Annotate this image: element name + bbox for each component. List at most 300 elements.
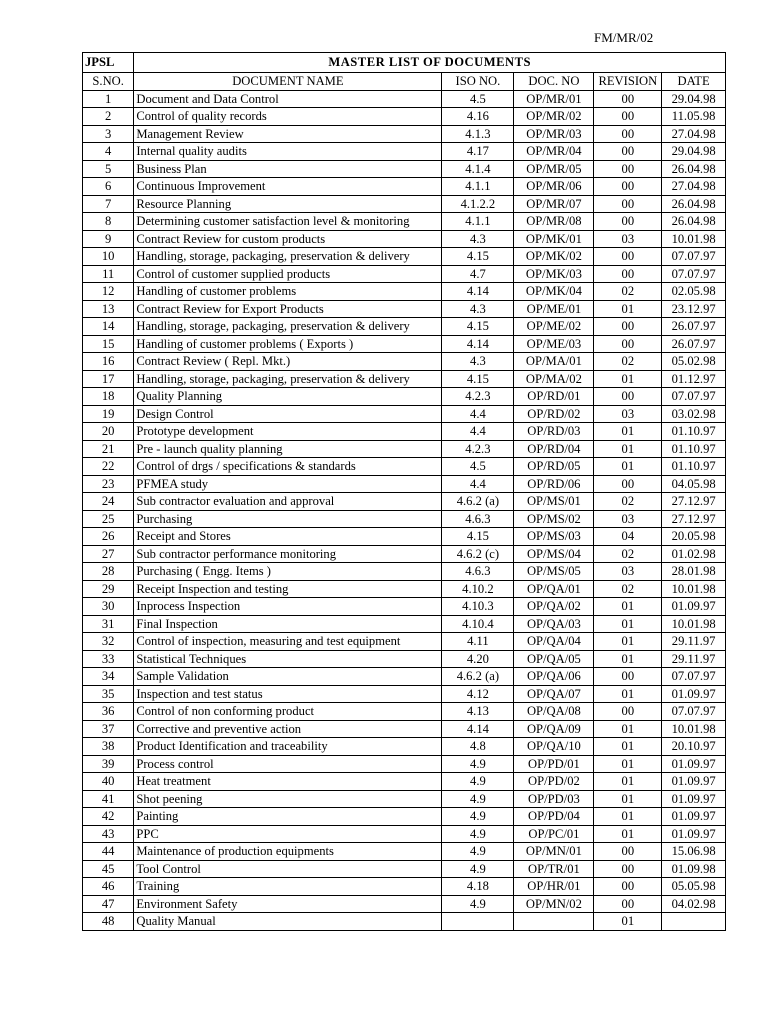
doc-no-cell: OP/MS/02 <box>514 510 594 528</box>
sno-cell: 2 <box>83 108 134 126</box>
iso-no-cell: 4.6.3 <box>442 510 514 528</box>
sno-cell: 32 <box>83 633 134 651</box>
doc-no-cell: OP/QA/01 <box>514 580 594 598</box>
iso-no-cell: 4.13 <box>442 703 514 721</box>
document-name-cell: Maintenance of production equipments <box>134 843 442 861</box>
sno-cell: 35 <box>83 685 134 703</box>
document-name-cell: Resource Planning <box>134 195 442 213</box>
date-cell: 01.09.97 <box>662 790 726 808</box>
revision-cell: 00 <box>594 860 662 878</box>
iso-no-cell: 4.14 <box>442 720 514 738</box>
doc-no-cell: OP/MK/04 <box>514 283 594 301</box>
iso-no-cell: 4.3 <box>442 230 514 248</box>
sno-cell: 4 <box>83 143 134 161</box>
date-cell: 10.01.98 <box>662 230 726 248</box>
revision-cell: 01 <box>594 773 662 791</box>
document-title: MASTER LIST OF DOCUMENTS <box>134 53 726 73</box>
date-cell: 01.10.97 <box>662 440 726 458</box>
doc-no-cell: OP/MK/02 <box>514 248 594 266</box>
sno-cell: 23 <box>83 475 134 493</box>
sno-cell: 45 <box>83 860 134 878</box>
sno-cell: 36 <box>83 703 134 721</box>
revision-cell: 02 <box>594 283 662 301</box>
sno-cell: 28 <box>83 563 134 581</box>
sno-cell: 26 <box>83 528 134 546</box>
iso-no-cell: 4.9 <box>442 825 514 843</box>
revision-cell: 00 <box>594 248 662 266</box>
iso-no-cell: 4.9 <box>442 860 514 878</box>
doc-no-cell: OP/MR/07 <box>514 195 594 213</box>
table-row <box>83 685 726 703</box>
iso-no-cell: 4.1.3 <box>442 125 514 143</box>
iso-no-cell: 4.12 <box>442 685 514 703</box>
doc-no-cell: OP/MA/02 <box>514 370 594 388</box>
table-row <box>83 825 726 843</box>
doc-no-cell: OP/ME/03 <box>514 335 594 353</box>
iso-no-cell: 4.18 <box>442 878 514 896</box>
date-cell: 26.07.97 <box>662 335 726 353</box>
document-name-cell: Receipt and Stores <box>134 528 442 546</box>
iso-no-cell: 4.6.3 <box>442 563 514 581</box>
date-cell: 01.10.97 <box>662 423 726 441</box>
document-name-cell: Heat treatment <box>134 773 442 791</box>
doc-no-cell: OP/MS/01 <box>514 493 594 511</box>
iso-no-cell: 4.1.1 <box>442 213 514 231</box>
date-cell: 29.11.97 <box>662 650 726 668</box>
iso-no-cell: 4.16 <box>442 108 514 126</box>
sno-cell: 41 <box>83 790 134 808</box>
revision-cell: 01 <box>594 738 662 756</box>
date-cell: 29.04.98 <box>662 90 726 108</box>
column-header-document-name: DOCUMENT NAME <box>134 73 442 91</box>
doc-no-cell: OP/MN/01 <box>514 843 594 861</box>
document-name-cell: Control of non conforming product <box>134 703 442 721</box>
iso-no-cell: 4.5 <box>442 458 514 476</box>
iso-no-cell: 4.9 <box>442 843 514 861</box>
revision-cell: 02 <box>594 353 662 371</box>
iso-no-cell: 4.10.2 <box>442 580 514 598</box>
doc-no-cell: OP/RD/01 <box>514 388 594 406</box>
table-row <box>83 510 726 528</box>
table-row <box>83 423 726 441</box>
table-row <box>83 283 726 301</box>
master-document-table <box>82 52 726 931</box>
revision-cell: 01 <box>594 720 662 738</box>
revision-cell: 00 <box>594 213 662 231</box>
sno-cell: 16 <box>83 353 134 371</box>
revision-cell: 03 <box>594 230 662 248</box>
doc-no-cell: OP/MS/05 <box>514 563 594 581</box>
document-name-cell: Shot peening <box>134 790 442 808</box>
iso-no-cell: 4.4 <box>442 405 514 423</box>
table-row <box>83 335 726 353</box>
table-row <box>83 143 726 161</box>
column-header-iso-no: ISO NO. <box>442 73 514 91</box>
iso-no-cell: 4.20 <box>442 650 514 668</box>
iso-no-cell: 4.15 <box>442 248 514 266</box>
table-row <box>83 353 726 371</box>
table-row <box>83 388 726 406</box>
table-row <box>83 318 726 336</box>
sno-cell: 11 <box>83 265 134 283</box>
iso-no-cell: 4.1.4 <box>442 160 514 178</box>
sno-cell: 44 <box>83 843 134 861</box>
column-header-sno: S.NO. <box>83 73 134 91</box>
doc-no-cell: OP/PD/03 <box>514 790 594 808</box>
sno-cell: 48 <box>83 913 134 931</box>
date-cell: 01.09.97 <box>662 755 726 773</box>
title-row <box>83 53 726 73</box>
revision-cell: 02 <box>594 580 662 598</box>
iso-no-cell: 4.15 <box>442 528 514 546</box>
revision-cell: 01 <box>594 633 662 651</box>
table-row <box>83 598 726 616</box>
table-row <box>83 895 726 913</box>
revision-cell: 01 <box>594 755 662 773</box>
doc-no-cell: OP/MK/01 <box>514 230 594 248</box>
date-cell: 26.04.98 <box>662 160 726 178</box>
iso-no-cell: 4.9 <box>442 808 514 826</box>
table-row <box>83 370 726 388</box>
document-name-cell: Continuous Improvement <box>134 178 442 196</box>
form-number: FM/MR/02 <box>594 30 654 45</box>
revision-cell: 00 <box>594 335 662 353</box>
document-name-cell: Control of inspection, measuring and test equipment <box>134 633 442 651</box>
table-row <box>83 248 726 266</box>
revision-cell: 01 <box>594 440 662 458</box>
date-cell <box>662 913 726 931</box>
date-cell: 10.01.98 <box>662 580 726 598</box>
table-row <box>83 738 726 756</box>
date-cell: 29.04.98 <box>662 143 726 161</box>
table-row <box>83 720 726 738</box>
revision-cell: 01 <box>594 685 662 703</box>
revision-cell: 00 <box>594 108 662 126</box>
sno-cell: 31 <box>83 615 134 633</box>
sno-cell: 1 <box>83 90 134 108</box>
table-row <box>83 633 726 651</box>
doc-no-cell: OP/QA/02 <box>514 598 594 616</box>
doc-no-cell: OP/QA/05 <box>514 650 594 668</box>
document-name-cell: Internal quality audits <box>134 143 442 161</box>
sno-cell: 9 <box>83 230 134 248</box>
table-row <box>83 108 726 126</box>
table-row <box>83 860 726 878</box>
date-cell: 01.10.97 <box>662 458 726 476</box>
iso-no-cell: 4.11 <box>442 633 514 651</box>
iso-no-cell: 4.3 <box>442 353 514 371</box>
doc-no-cell: OP/MR/04 <box>514 143 594 161</box>
revision-cell: 00 <box>594 178 662 196</box>
table-row <box>83 195 726 213</box>
date-cell: 01.12.97 <box>662 370 726 388</box>
document-name-cell: Control of drgs / specifications & standards <box>134 458 442 476</box>
doc-no-cell: OP/MR/01 <box>514 90 594 108</box>
revision-cell: 01 <box>594 808 662 826</box>
table-row <box>83 580 726 598</box>
date-cell: 07.07.97 <box>662 265 726 283</box>
sno-cell: 13 <box>83 300 134 318</box>
iso-no-cell: 4.5 <box>442 90 514 108</box>
date-cell: 07.07.97 <box>662 703 726 721</box>
iso-no-cell: 4.9 <box>442 773 514 791</box>
date-cell: 01.09.97 <box>662 773 726 791</box>
sno-cell: 34 <box>83 668 134 686</box>
iso-no-cell: 4.9 <box>442 895 514 913</box>
iso-no-cell: 4.2.3 <box>442 388 514 406</box>
document-name-cell: Design Control <box>134 405 442 423</box>
date-cell: 03.02.98 <box>662 405 726 423</box>
sno-cell: 27 <box>83 545 134 563</box>
table-row <box>83 125 726 143</box>
revision-cell: 04 <box>594 528 662 546</box>
revision-cell: 00 <box>594 125 662 143</box>
document-name-cell: Final Inspection <box>134 615 442 633</box>
doc-no-cell: OP/PC/01 <box>514 825 594 843</box>
sno-cell: 17 <box>83 370 134 388</box>
doc-no-cell: OP/RD/02 <box>514 405 594 423</box>
document-name-cell: Handling of customer problems <box>134 283 442 301</box>
document-name-cell: Document and Data Control <box>134 90 442 108</box>
revision-cell: 02 <box>594 545 662 563</box>
iso-no-cell: 4.1.1 <box>442 178 514 196</box>
iso-no-cell: 4.4 <box>442 423 514 441</box>
doc-no-cell: OP/QA/03 <box>514 615 594 633</box>
sno-cell: 38 <box>83 738 134 756</box>
document-name-cell: Inprocess Inspection <box>134 598 442 616</box>
revision-cell: 01 <box>594 790 662 808</box>
sno-cell: 39 <box>83 755 134 773</box>
doc-no-cell: OP/MR/02 <box>514 108 594 126</box>
sno-cell: 42 <box>83 808 134 826</box>
revision-cell: 00 <box>594 143 662 161</box>
revision-cell: 00 <box>594 318 662 336</box>
document-name-cell: Contract Review for custom products <box>134 230 442 248</box>
sno-cell: 7 <box>83 195 134 213</box>
sno-cell: 25 <box>83 510 134 528</box>
date-cell: 01.09.97 <box>662 825 726 843</box>
date-cell: 01.09.97 <box>662 808 726 826</box>
document-name-cell: Handling, storage, packaging, preservation & delivery <box>134 248 442 266</box>
doc-no-cell: OP/MN/02 <box>514 895 594 913</box>
revision-cell: 00 <box>594 195 662 213</box>
iso-no-cell: 4.6.2 (a) <box>442 493 514 511</box>
document-name-cell: Purchasing ( Engg. Items ) <box>134 563 442 581</box>
document-name-cell: Management Review <box>134 125 442 143</box>
document-name-cell: Inspection and test status <box>134 685 442 703</box>
revision-cell: 00 <box>594 90 662 108</box>
date-cell: 27.04.98 <box>662 125 726 143</box>
document-name-cell: PFMEA study <box>134 475 442 493</box>
iso-no-cell: 4.10.3 <box>442 598 514 616</box>
document-name-cell: Handling of customer problems ( Exports ) <box>134 335 442 353</box>
iso-no-cell: 4.7 <box>442 265 514 283</box>
document-name-cell: Tool Control <box>134 860 442 878</box>
revision-cell: 00 <box>594 265 662 283</box>
doc-no-cell: OP/QA/10 <box>514 738 594 756</box>
revision-cell: 02 <box>594 493 662 511</box>
table-row <box>83 528 726 546</box>
revision-cell: 01 <box>594 598 662 616</box>
iso-no-cell: 4.3 <box>442 300 514 318</box>
document-name-cell: Purchasing <box>134 510 442 528</box>
date-cell: 28.01.98 <box>662 563 726 581</box>
doc-no-cell: OP/MA/01 <box>514 353 594 371</box>
revision-cell: 00 <box>594 668 662 686</box>
date-cell: 11.05.98 <box>662 108 726 126</box>
date-cell: 10.01.98 <box>662 615 726 633</box>
doc-no-cell: OP/MR/08 <box>514 213 594 231</box>
iso-no-cell: 4.17 <box>442 143 514 161</box>
date-cell: 20.10.97 <box>662 738 726 756</box>
document-name-cell: Prototype development <box>134 423 442 441</box>
document-name-cell: Handling, storage, packaging, preservation & delivery <box>134 318 442 336</box>
sno-cell: 43 <box>83 825 134 843</box>
date-cell: 01.09.97 <box>662 685 726 703</box>
doc-no-cell: OP/PD/01 <box>514 755 594 773</box>
doc-no-cell: OP/MK/03 <box>514 265 594 283</box>
sno-cell: 12 <box>83 283 134 301</box>
doc-no-cell: OP/PD/04 <box>514 808 594 826</box>
sno-cell: 10 <box>83 248 134 266</box>
iso-no-cell: 4.6.2 (a) <box>442 668 514 686</box>
document-name-cell: Corrective and preventive action <box>134 720 442 738</box>
revision-cell: 01 <box>594 458 662 476</box>
table-row <box>83 913 726 931</box>
doc-no-cell: OP/QA/07 <box>514 685 594 703</box>
iso-no-cell: 4.14 <box>442 335 514 353</box>
document-name-cell: Environment Safety <box>134 895 442 913</box>
doc-no-cell: OP/ME/02 <box>514 318 594 336</box>
revision-cell: 03 <box>594 510 662 528</box>
table-row <box>83 458 726 476</box>
revision-cell: 01 <box>594 913 662 931</box>
table-row <box>83 563 726 581</box>
revision-cell: 01 <box>594 423 662 441</box>
sno-cell: 47 <box>83 895 134 913</box>
document-name-cell: Product Identification and traceability <box>134 738 442 756</box>
document-name-cell: Sample Validation <box>134 668 442 686</box>
iso-no-cell: 4.6.2 (c) <box>442 545 514 563</box>
sno-cell: 18 <box>83 388 134 406</box>
sno-cell: 15 <box>83 335 134 353</box>
document-name-cell: Process control <box>134 755 442 773</box>
iso-no-cell: 4.8 <box>442 738 514 756</box>
table-row <box>83 265 726 283</box>
table-row <box>83 493 726 511</box>
document-name-cell: Contract Review for Export Products <box>134 300 442 318</box>
document-name-cell: Quality Manual <box>134 913 442 931</box>
sno-cell: 5 <box>83 160 134 178</box>
iso-no-cell: 4.10.4 <box>442 615 514 633</box>
iso-no-cell: 4.15 <box>442 318 514 336</box>
document-name-cell: Pre - launch quality planning <box>134 440 442 458</box>
document-name-cell: Contract Review ( Repl. Mkt.) <box>134 353 442 371</box>
revision-cell: 00 <box>594 878 662 896</box>
sno-cell: 29 <box>83 580 134 598</box>
table-row <box>83 300 726 318</box>
table-row <box>83 755 726 773</box>
table-row <box>83 808 726 826</box>
sno-cell: 20 <box>83 423 134 441</box>
date-cell: 04.05.98 <box>662 475 726 493</box>
revision-cell: 01 <box>594 615 662 633</box>
date-cell: 07.07.97 <box>662 668 726 686</box>
sno-cell: 37 <box>83 720 134 738</box>
table-row <box>83 843 726 861</box>
iso-no-cell: 4.2.3 <box>442 440 514 458</box>
date-cell: 20.05.98 <box>662 528 726 546</box>
doc-no-cell: OP/MS/03 <box>514 528 594 546</box>
revision-cell: 00 <box>594 388 662 406</box>
date-cell: 15.06.98 <box>662 843 726 861</box>
iso-no-cell: 4.9 <box>442 790 514 808</box>
table-row <box>83 230 726 248</box>
revision-cell: 00 <box>594 895 662 913</box>
document-name-cell: Business Plan <box>134 160 442 178</box>
document-name-cell: Receipt Inspection and testing <box>134 580 442 598</box>
iso-no-cell: 4.1.2.2 <box>442 195 514 213</box>
date-cell: 26.07.97 <box>662 318 726 336</box>
doc-no-cell: OP/HR/01 <box>514 878 594 896</box>
doc-no-cell: OP/MR/05 <box>514 160 594 178</box>
sno-cell: 14 <box>83 318 134 336</box>
table-row <box>83 178 726 196</box>
date-cell: 05.02.98 <box>662 353 726 371</box>
doc-no-cell: OP/QA/04 <box>514 633 594 651</box>
date-cell: 05.05.98 <box>662 878 726 896</box>
table-row <box>83 160 726 178</box>
date-cell: 02.05.98 <box>662 283 726 301</box>
sno-cell: 19 <box>83 405 134 423</box>
revision-cell: 00 <box>594 475 662 493</box>
iso-no-cell <box>442 913 514 931</box>
document-name-cell: Quality Planning <box>134 388 442 406</box>
date-cell: 27.04.98 <box>662 178 726 196</box>
document-name-cell: Painting <box>134 808 442 826</box>
revision-cell: 00 <box>594 703 662 721</box>
header-row <box>83 73 726 91</box>
date-cell: 27.12.97 <box>662 510 726 528</box>
revision-cell: 01 <box>594 300 662 318</box>
table-row <box>83 703 726 721</box>
revision-cell: 00 <box>594 843 662 861</box>
date-cell: 23.12.97 <box>662 300 726 318</box>
date-cell: 10.01.98 <box>662 720 726 738</box>
doc-no-cell: OP/RD/05 <box>514 458 594 476</box>
iso-no-cell: 4.14 <box>442 283 514 301</box>
sno-cell: 8 <box>83 213 134 231</box>
doc-no-cell: OP/PD/02 <box>514 773 594 791</box>
date-cell: 07.07.97 <box>662 388 726 406</box>
revision-cell: 01 <box>594 370 662 388</box>
date-cell: 01.09.98 <box>662 860 726 878</box>
table-row <box>83 440 726 458</box>
document-name-cell: Control of customer supplied products <box>134 265 442 283</box>
revision-cell: 01 <box>594 650 662 668</box>
sno-cell: 33 <box>83 650 134 668</box>
column-header-doc-no: DOC. NO <box>514 73 594 91</box>
company-name: JPSL <box>83 53 134 73</box>
date-cell: 04.02.98 <box>662 895 726 913</box>
document-name-cell: Sub contractor evaluation and approval <box>134 493 442 511</box>
sno-cell: 3 <box>83 125 134 143</box>
iso-no-cell: 4.4 <box>442 475 514 493</box>
document-name-cell: Training <box>134 878 442 896</box>
doc-no-cell: OP/RD/04 <box>514 440 594 458</box>
sno-cell: 6 <box>83 178 134 196</box>
sno-cell: 40 <box>83 773 134 791</box>
